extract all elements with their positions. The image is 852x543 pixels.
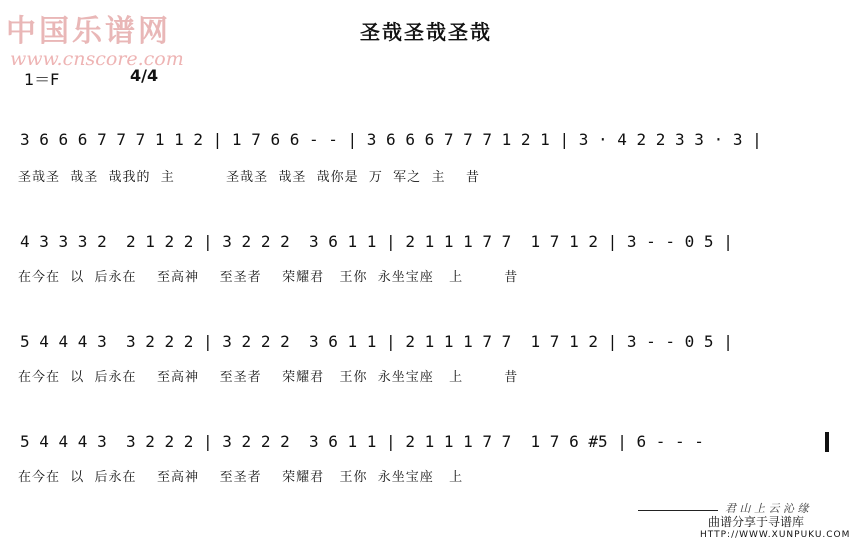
notation-row-4: 5 4 4 4 3 3 2 2 2 | 3 2 2 2 3 6 1 1 | 2 1 1 1 7 7 1 7 6 #5 | 6 - - - (20, 432, 704, 451)
credit-share-text: 曲谱分享于寻谱库 (708, 515, 805, 529)
notation-row-1: 3 6 6 6 7 7 7 1 1 2 | 1 7 6 6 - - | 3 6 6 6 7 7 7 1 2 1 | 3 · 4 2 2 3 3 · 3 | (20, 130, 762, 149)
watermark-url: www.cnscore.com (10, 48, 184, 70)
lyrics-row-1: 圣哉圣 哉圣 哉我的 主 圣哉圣 哉圣 哉你是 万 军之 主 昔 (18, 170, 480, 185)
time-signature: 4/4 (130, 66, 159, 85)
watermark-logo: 中国乐谱网 (6, 14, 171, 49)
lyrics-row-2: 在今在 以 后永在 至高神 至圣者 荣耀君 王你 永坐宝座 上 昔 (18, 270, 519, 285)
key-signature: 1＝F (24, 70, 60, 89)
credit-divider (638, 510, 718, 511)
notation-row-2: 4 3 3 3 2 2 1 2 2 | 3 2 2 2 3 6 1 1 | 2 1 1 1 7 7 1 7 1 2 | 3 - - 0 5 | (20, 232, 733, 251)
notation-row-3: 5 4 4 4 3 3 2 2 2 | 3 2 2 2 3 6 1 1 | 2 1 1 1 7 7 1 7 1 2 | 3 - - 0 5 | (20, 332, 733, 351)
lyrics-row-4: 在今在 以 后永在 至高神 至圣者 荣耀君 王你 永坐宝座 上 (18, 470, 464, 485)
final-barline (825, 432, 829, 452)
credit-signature: 君 山 上 云 沁 缘 (725, 502, 809, 515)
credit-url: HTTP://WWW.XUNPUKU.COM (700, 530, 851, 540)
score-title: 圣哉圣哉圣哉 (360, 20, 492, 44)
lyrics-row-3: 在今在 以 后永在 至高神 至圣者 荣耀君 王你 永坐宝座 上 昔 (18, 370, 519, 385)
